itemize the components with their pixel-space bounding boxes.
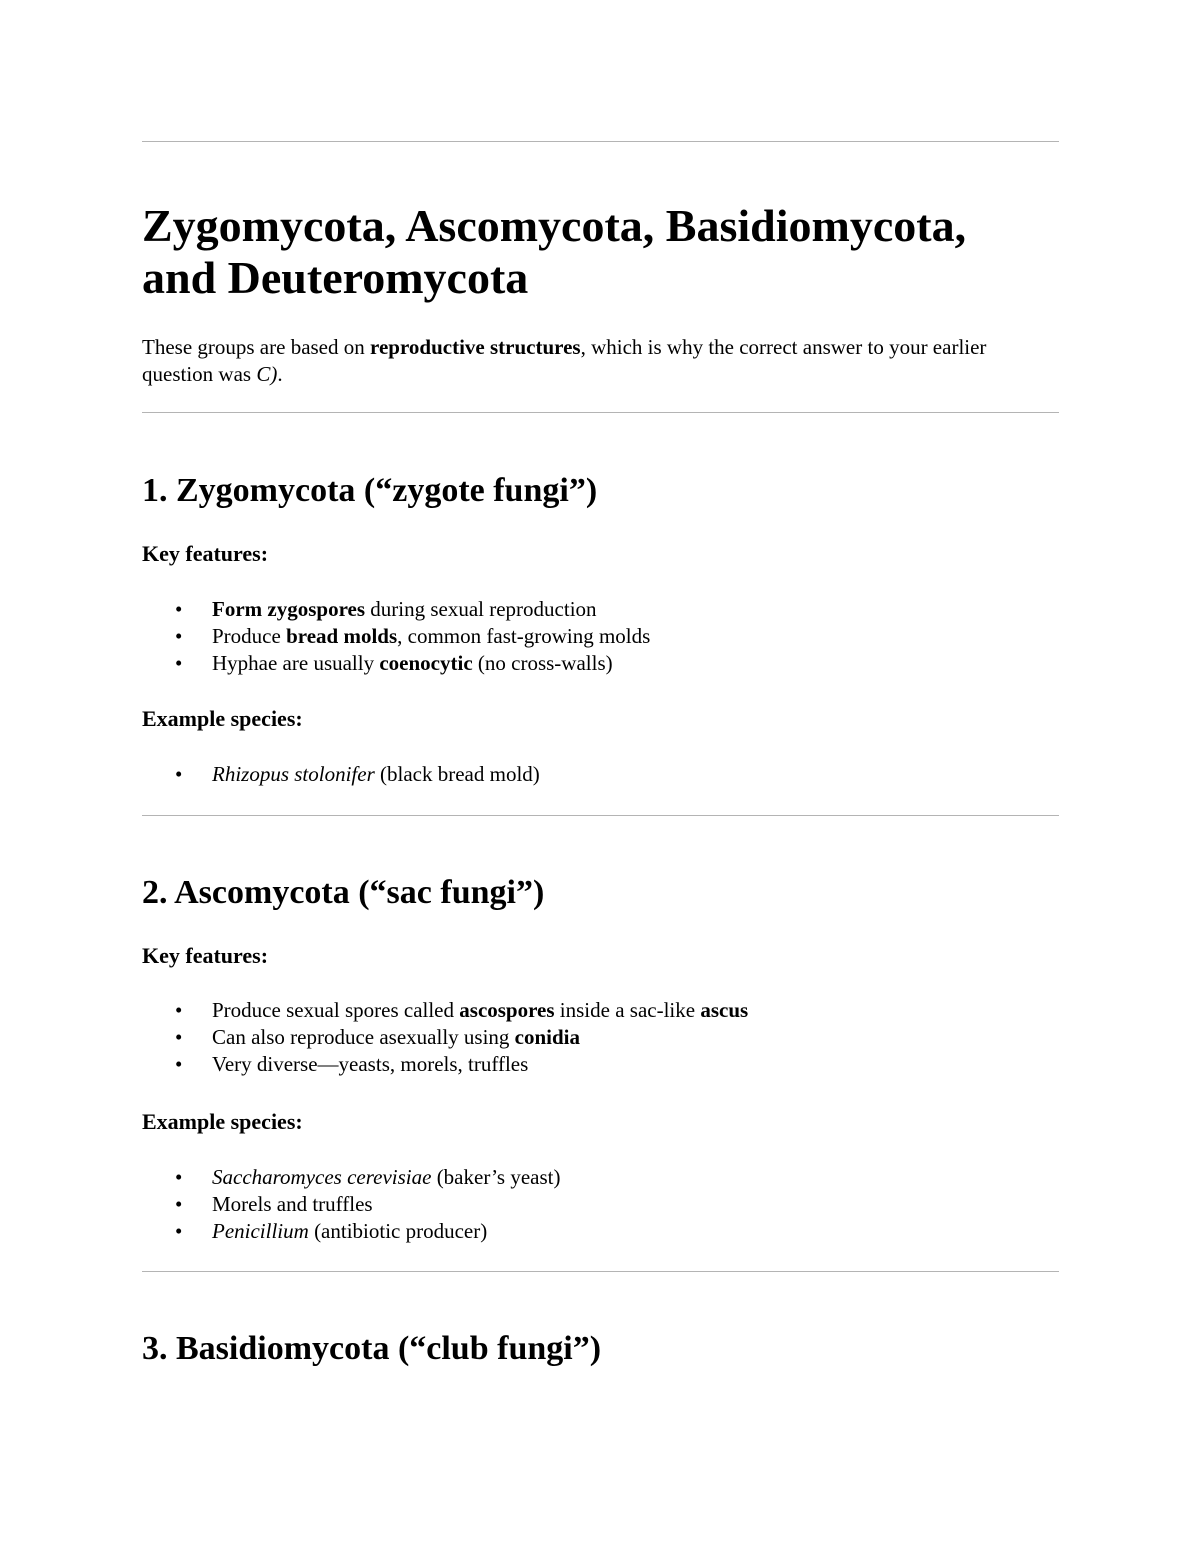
- section-heading-basidiomycota: 3. Basidiomycota (“club fungi”): [142, 1330, 602, 1367]
- list-item: • Very diverse—yeasts, morels, truffles: [175, 1052, 529, 1076]
- zygomycota-examples-list: [142, 761, 540, 788]
- list-item: • Can also reproduce asexually using conidia: [175, 1025, 581, 1049]
- intro-text: , which is why the correct answer to your earlier question was: [142, 335, 987, 386]
- list-item: • Hyphae are usually coenocytic (no cross-walls): [175, 651, 613, 675]
- list-item: • Produce bread molds, common fast-growing molds: [175, 624, 651, 648]
- list-item: • Form zygospores during sexual reproduction: [175, 597, 597, 621]
- intro-text: .: [277, 362, 283, 386]
- horizontal-rule: [142, 141, 1059, 142]
- intro-text: These groups are based on: [142, 335, 371, 359]
- bullet-icon: •: [175, 1052, 183, 1076]
- intro-emphasis: reproductive structures: [370, 335, 581, 359]
- list-item: • Rhizopus stolonifer (black bread mold): [175, 762, 540, 786]
- list-item: • Penicillium (antibiotic producer): [175, 1219, 488, 1243]
- page-title-line-1: Zygomycota, Ascomycota, Basidiomycota,: [142, 200, 967, 251]
- list-item: • Morels and truffles: [175, 1192, 373, 1216]
- section-heading-zygomycota: 1. Zygomycota (“zygote fungi”): [142, 472, 598, 509]
- bullet-icon: •: [175, 1165, 183, 1189]
- bullet-icon: •: [175, 998, 183, 1022]
- list-item: • Produce sexual spores called ascospores inside a sac-like ascus: [175, 998, 749, 1022]
- bullet-icon: •: [175, 1192, 183, 1216]
- bullet-icon: •: [175, 597, 183, 621]
- example-species-label: Example species:: [142, 706, 303, 731]
- bullet-icon: •: [175, 1025, 183, 1049]
- bullet-icon: •: [175, 651, 183, 675]
- example-species-label: Example species:: [142, 1109, 303, 1134]
- intro-answer: C): [256, 362, 278, 386]
- ascomycota-features-list: [142, 997, 748, 1078]
- key-features-label: Key features:: [142, 943, 269, 968]
- bullet-icon: •: [175, 1219, 183, 1243]
- page-title: [142, 200, 1059, 304]
- horizontal-rule: [142, 412, 1059, 413]
- key-features-label: Key features:: [142, 541, 269, 566]
- intro-paragraph: [142, 334, 1042, 388]
- bullet-icon: •: [175, 762, 183, 786]
- ascomycota-examples-list: [142, 1164, 561, 1245]
- horizontal-rule: [142, 815, 1059, 816]
- horizontal-rule: [142, 1271, 1059, 1272]
- list-item: • Saccharomyces cerevisiae (baker’s yeast): [175, 1165, 561, 1189]
- bullet-icon: •: [175, 624, 183, 648]
- page-title-line-2: and Deuteromycota: [142, 252, 529, 303]
- section-heading-ascomycota: 2. Ascomycota (“sac fungi”): [142, 874, 545, 911]
- zygomycota-features-list: [142, 596, 650, 677]
